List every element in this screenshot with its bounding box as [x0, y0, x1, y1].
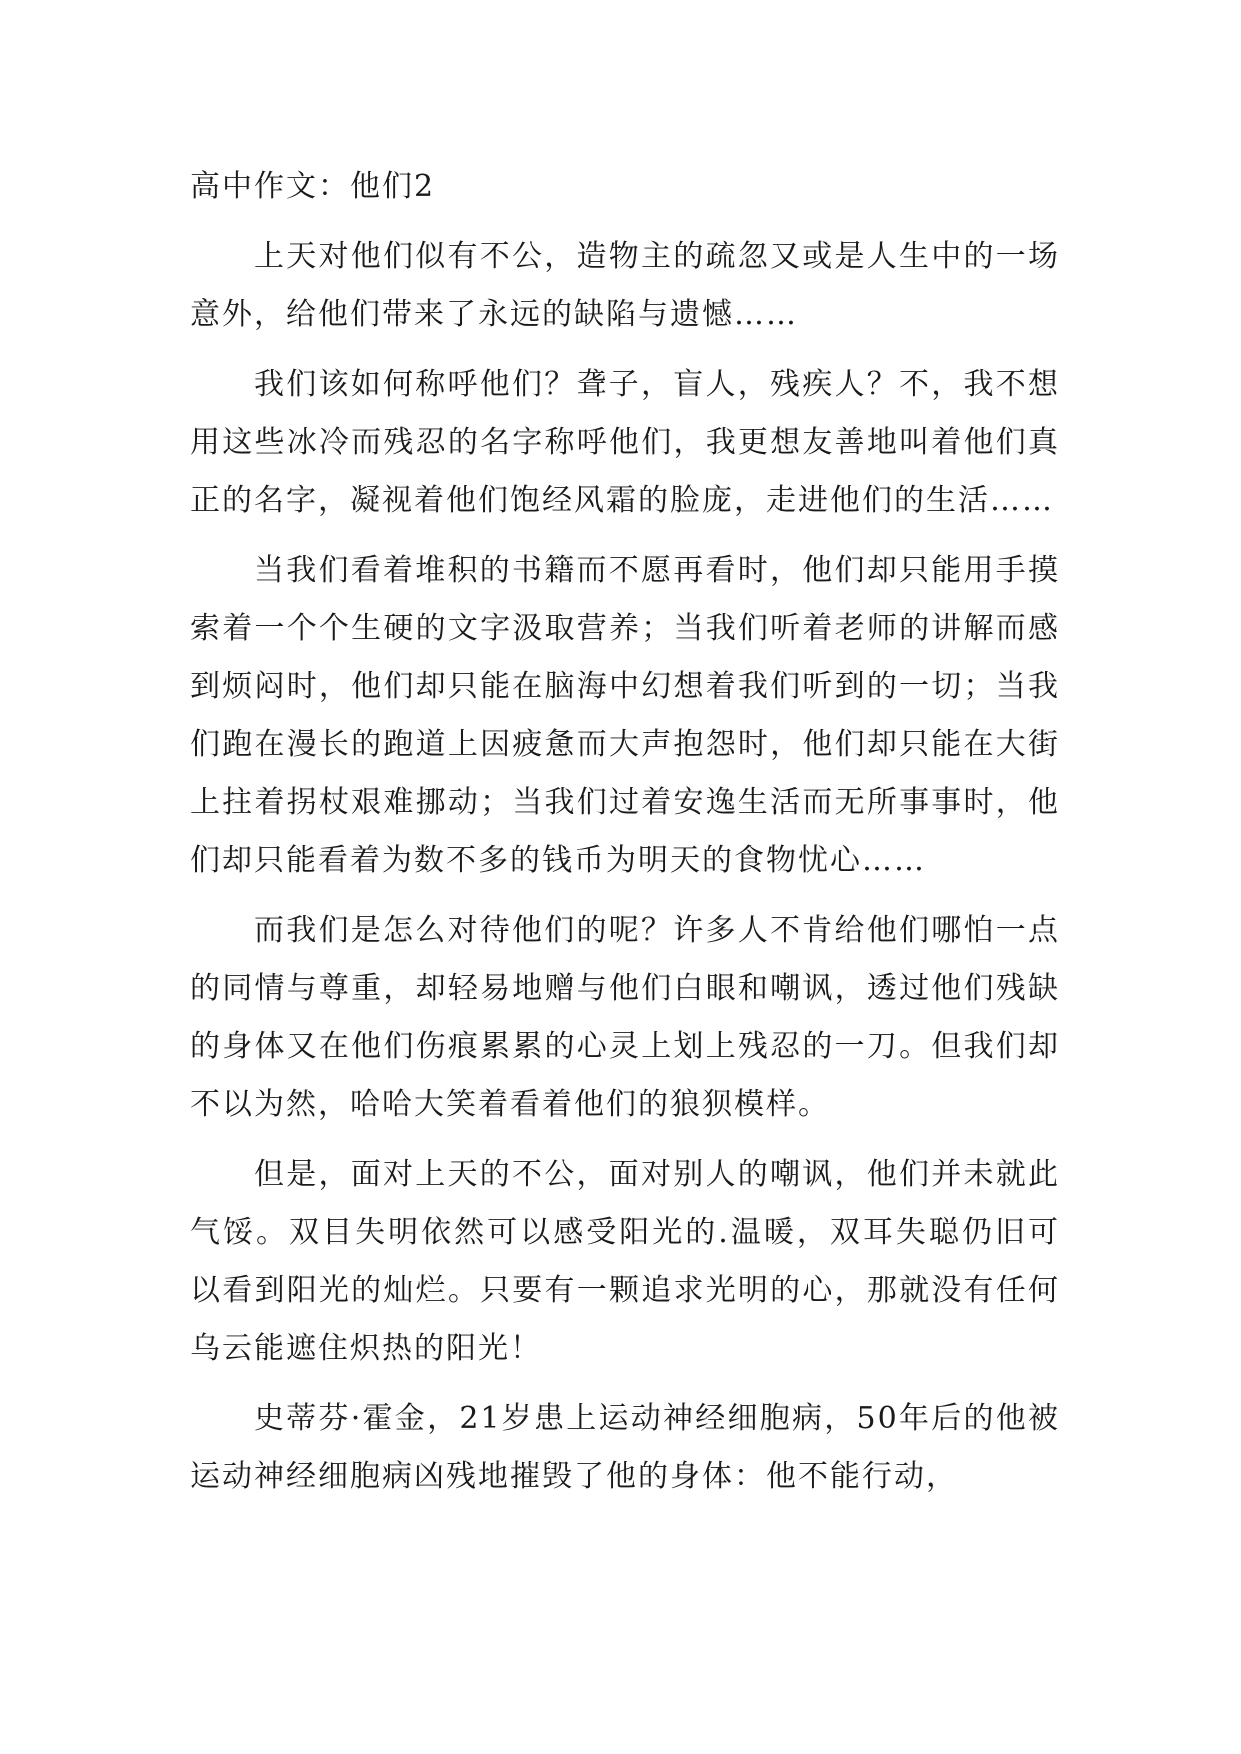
paragraph-2: 我们该如何称呼他们？聋子，盲人，残疾人？不，我不想用这些冰冷而残忍的名字称呼他们，我更想友善地叫着他们真正的名字，凝视着他们饱经风霜的脸庞，走进他们的生活…… — [190, 367, 1060, 518]
paragraph-3: 当我们看着堆积的书籍而不愿再看时，他们却只能用手摸索着一个个生硬的文字汲取营养；当我们听着老师的讲解而感到烦闷时，他们却只能在脑海中幻想着我们听到的一切；当我们跑在漫长的跑道上因疲惫而大声抱怨时，他们却只能在大街上拄着拐杖艰难挪动；当我们过着安逸生活而无所事事时，他们却只能看着为数不多的钱币为明天的食物忧心…… — [190, 553, 1060, 878]
document-title: 高中作文：他们2 — [190, 169, 436, 204]
paragraph-5: 但是，面对上天的不公，面对别人的嘲讽，他们并未就此气馁。双目失明依然可以感受阳光的.温暖，双耳失聪仍旧可以看到阳光的灿烂。只要有一颗追求光明的心，那就没有任何乌云能遮住炽热的阳光！ — [190, 1157, 1060, 1366]
paragraph-1: 上天对他们似有不公，造物主的疏忽又或是人生中的一场意外，给他们带来了永远的缺陷与遗憾…… — [190, 239, 1060, 332]
document-body — [190, 158, 1060, 1518]
paragraph-6: 史蒂芬·霍金，21岁患上运动神经细胞病，50年后的他被运动神经细胞病凶残地摧毁了他的身体：他不能行动， — [190, 1401, 1060, 1494]
paragraph-4: 而我们是怎么对待他们的呢？许多人不肯给他们哪怕一点的同情与尊重，却轻易地赠与他们白眼和嘲讽，透过他们残缺的身体又在他们伤痕累累的心灵上划上残忍的一刀。但我们却不以为然，哈哈大笑着看着他们的狼狈模样。 — [190, 913, 1060, 1122]
